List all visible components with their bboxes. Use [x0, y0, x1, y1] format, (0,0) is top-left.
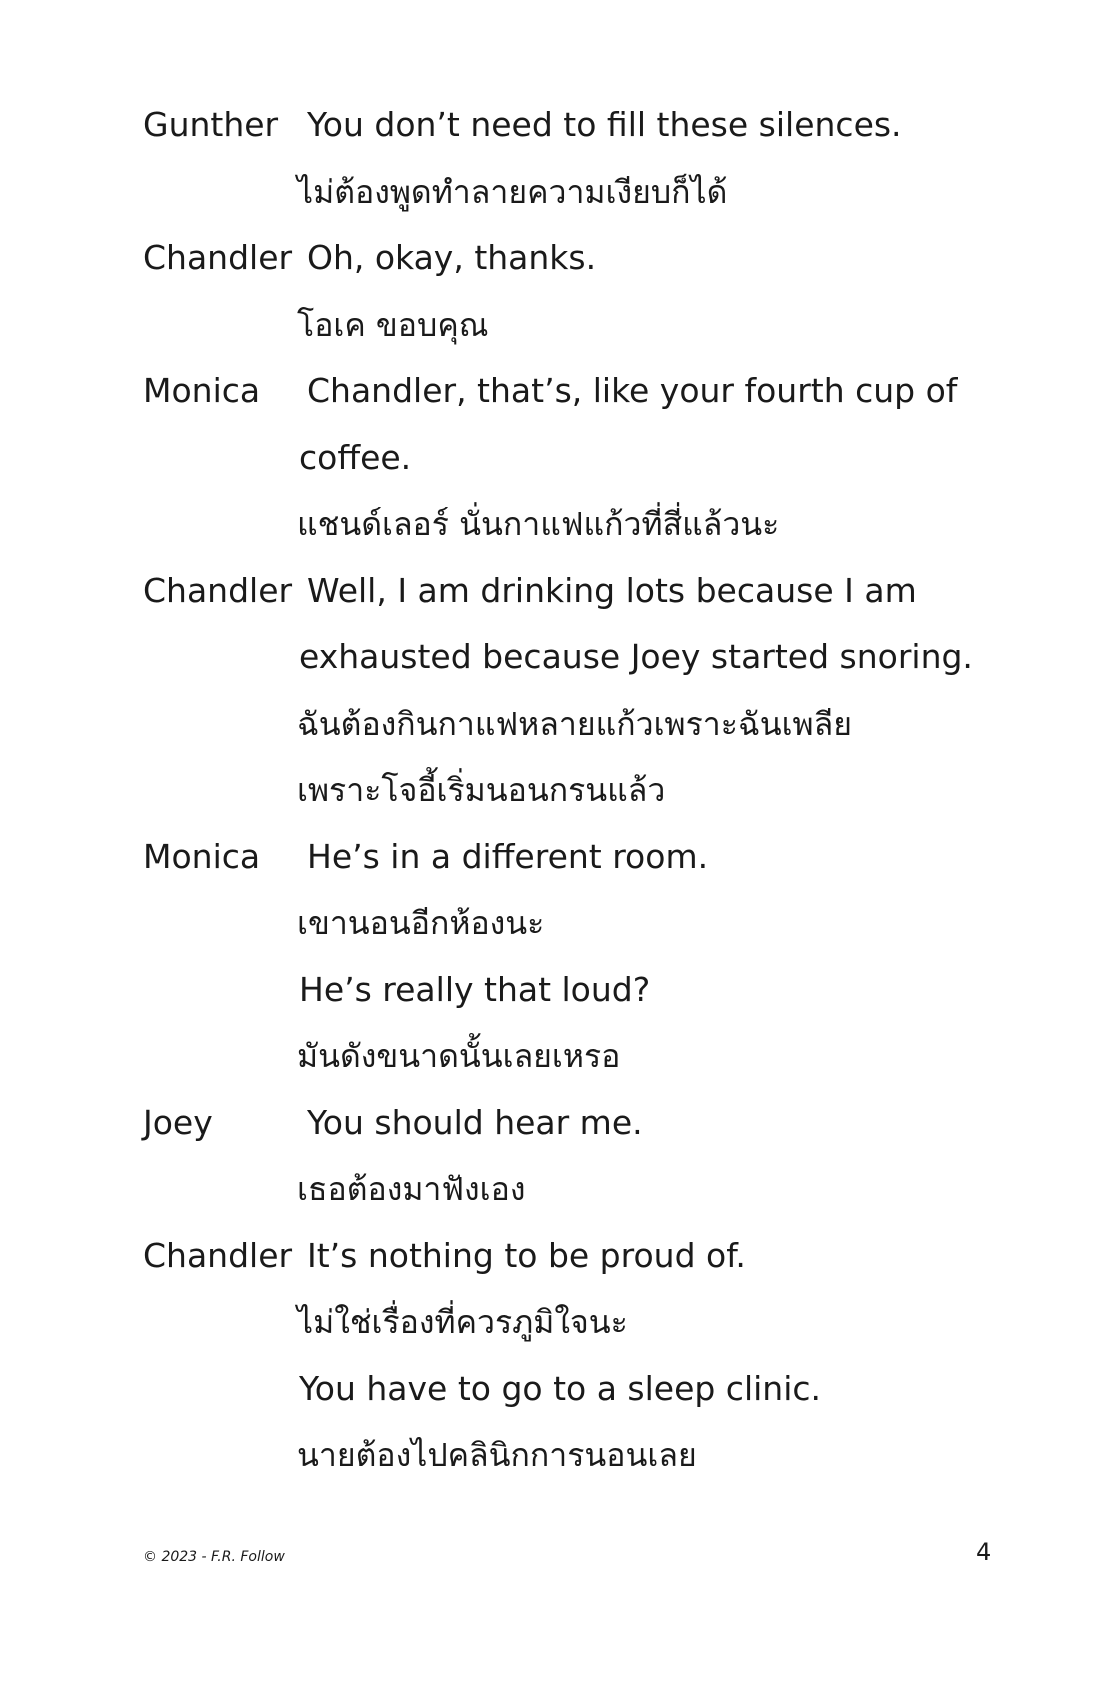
speaker-name: Joey [143, 1102, 213, 1142]
thai-translation-line: แชนด์เลอร์ นั่นกาแฟแก้วที่สี่แล้วนะ [297, 505, 780, 543]
dialogue-entry [143, 358, 1003, 558]
english-dialogue-line: Chandler, that’s, like your fourth cup of [307, 371, 958, 410]
speaker-name: Chandler [143, 570, 293, 610]
speaker-name: Gunther [143, 105, 279, 144]
speaker-name: Monica [143, 836, 261, 876]
thai-translation-line: ไม่ใช่เรื่องที่ควรภูมิใจนะ [297, 1303, 628, 1341]
dialogue-entry [143, 225, 1003, 358]
dialogue-entry [143, 824, 1003, 1090]
dialogue-lines [297, 1090, 1003, 1223]
english-dialogue-line: He’s in a different room. [307, 836, 709, 876]
thai-translation-line: เธอต้องมาฟังเอง [297, 1170, 526, 1208]
english-dialogue-line: You don’t need to fill these silences. [307, 105, 902, 144]
english-dialogue-line: coffee. [299, 437, 412, 477]
dialogue-lines [297, 824, 1003, 1090]
dialogue-entry [143, 92, 1003, 225]
dialogue-entry [143, 558, 1003, 824]
dialogue-lines [297, 1223, 1003, 1489]
english-dialogue-line: Well, I am drinking lots because I am [307, 570, 917, 610]
dialogue-script [143, 92, 1003, 1489]
speaker-name: Chandler [143, 238, 293, 277]
english-dialogue-line: Oh, okay, thanks. [307, 238, 597, 277]
english-dialogue-line: It’s nothing to be proud of. [307, 1235, 746, 1275]
thai-translation-line: ไม่ต้องพูดทำลายความเงียบก็ได้ [297, 172, 728, 211]
dialogue-entry [143, 1090, 1003, 1223]
thai-translation-line: โอเค ขอบคุณ [297, 305, 489, 344]
english-dialogue-line: You should hear me. [307, 1102, 643, 1142]
page-number: 4 [976, 1538, 992, 1566]
dialogue-lines [297, 558, 1003, 824]
english-dialogue-line: exhausted because Joey started snoring. [299, 637, 973, 676]
thai-translation-line: เขานอนอีกห้องนะ [297, 904, 545, 942]
speaker-name: Chandler [143, 1235, 293, 1275]
english-dialogue-line: You have to go to a sleep clinic. [299, 1368, 822, 1408]
thai-translation-line: นายต้องไปคลินิกการนอนเลย [297, 1436, 697, 1474]
dialogue-lines [297, 358, 1003, 558]
thai-translation-line: มันดังขนาดนั้นเลยเหรอ [297, 1037, 621, 1075]
dialogue-lines [297, 225, 1003, 358]
thai-translation-line: เพราะโจอี้เริ่มนอนกรนแล้ว [297, 771, 666, 809]
copyright-notice: © 2023 - F.R. Follow [143, 1549, 285, 1565]
dialogue-lines [297, 92, 1003, 225]
speaker-name: Monica [143, 371, 261, 410]
dialogue-entry [143, 1223, 1003, 1489]
thai-translation-line: ฉันต้องกินกาแฟหลายแก้วเพราะฉันเพลีย [297, 704, 852, 743]
english-dialogue-line: He’s really that loud? [299, 969, 651, 1009]
